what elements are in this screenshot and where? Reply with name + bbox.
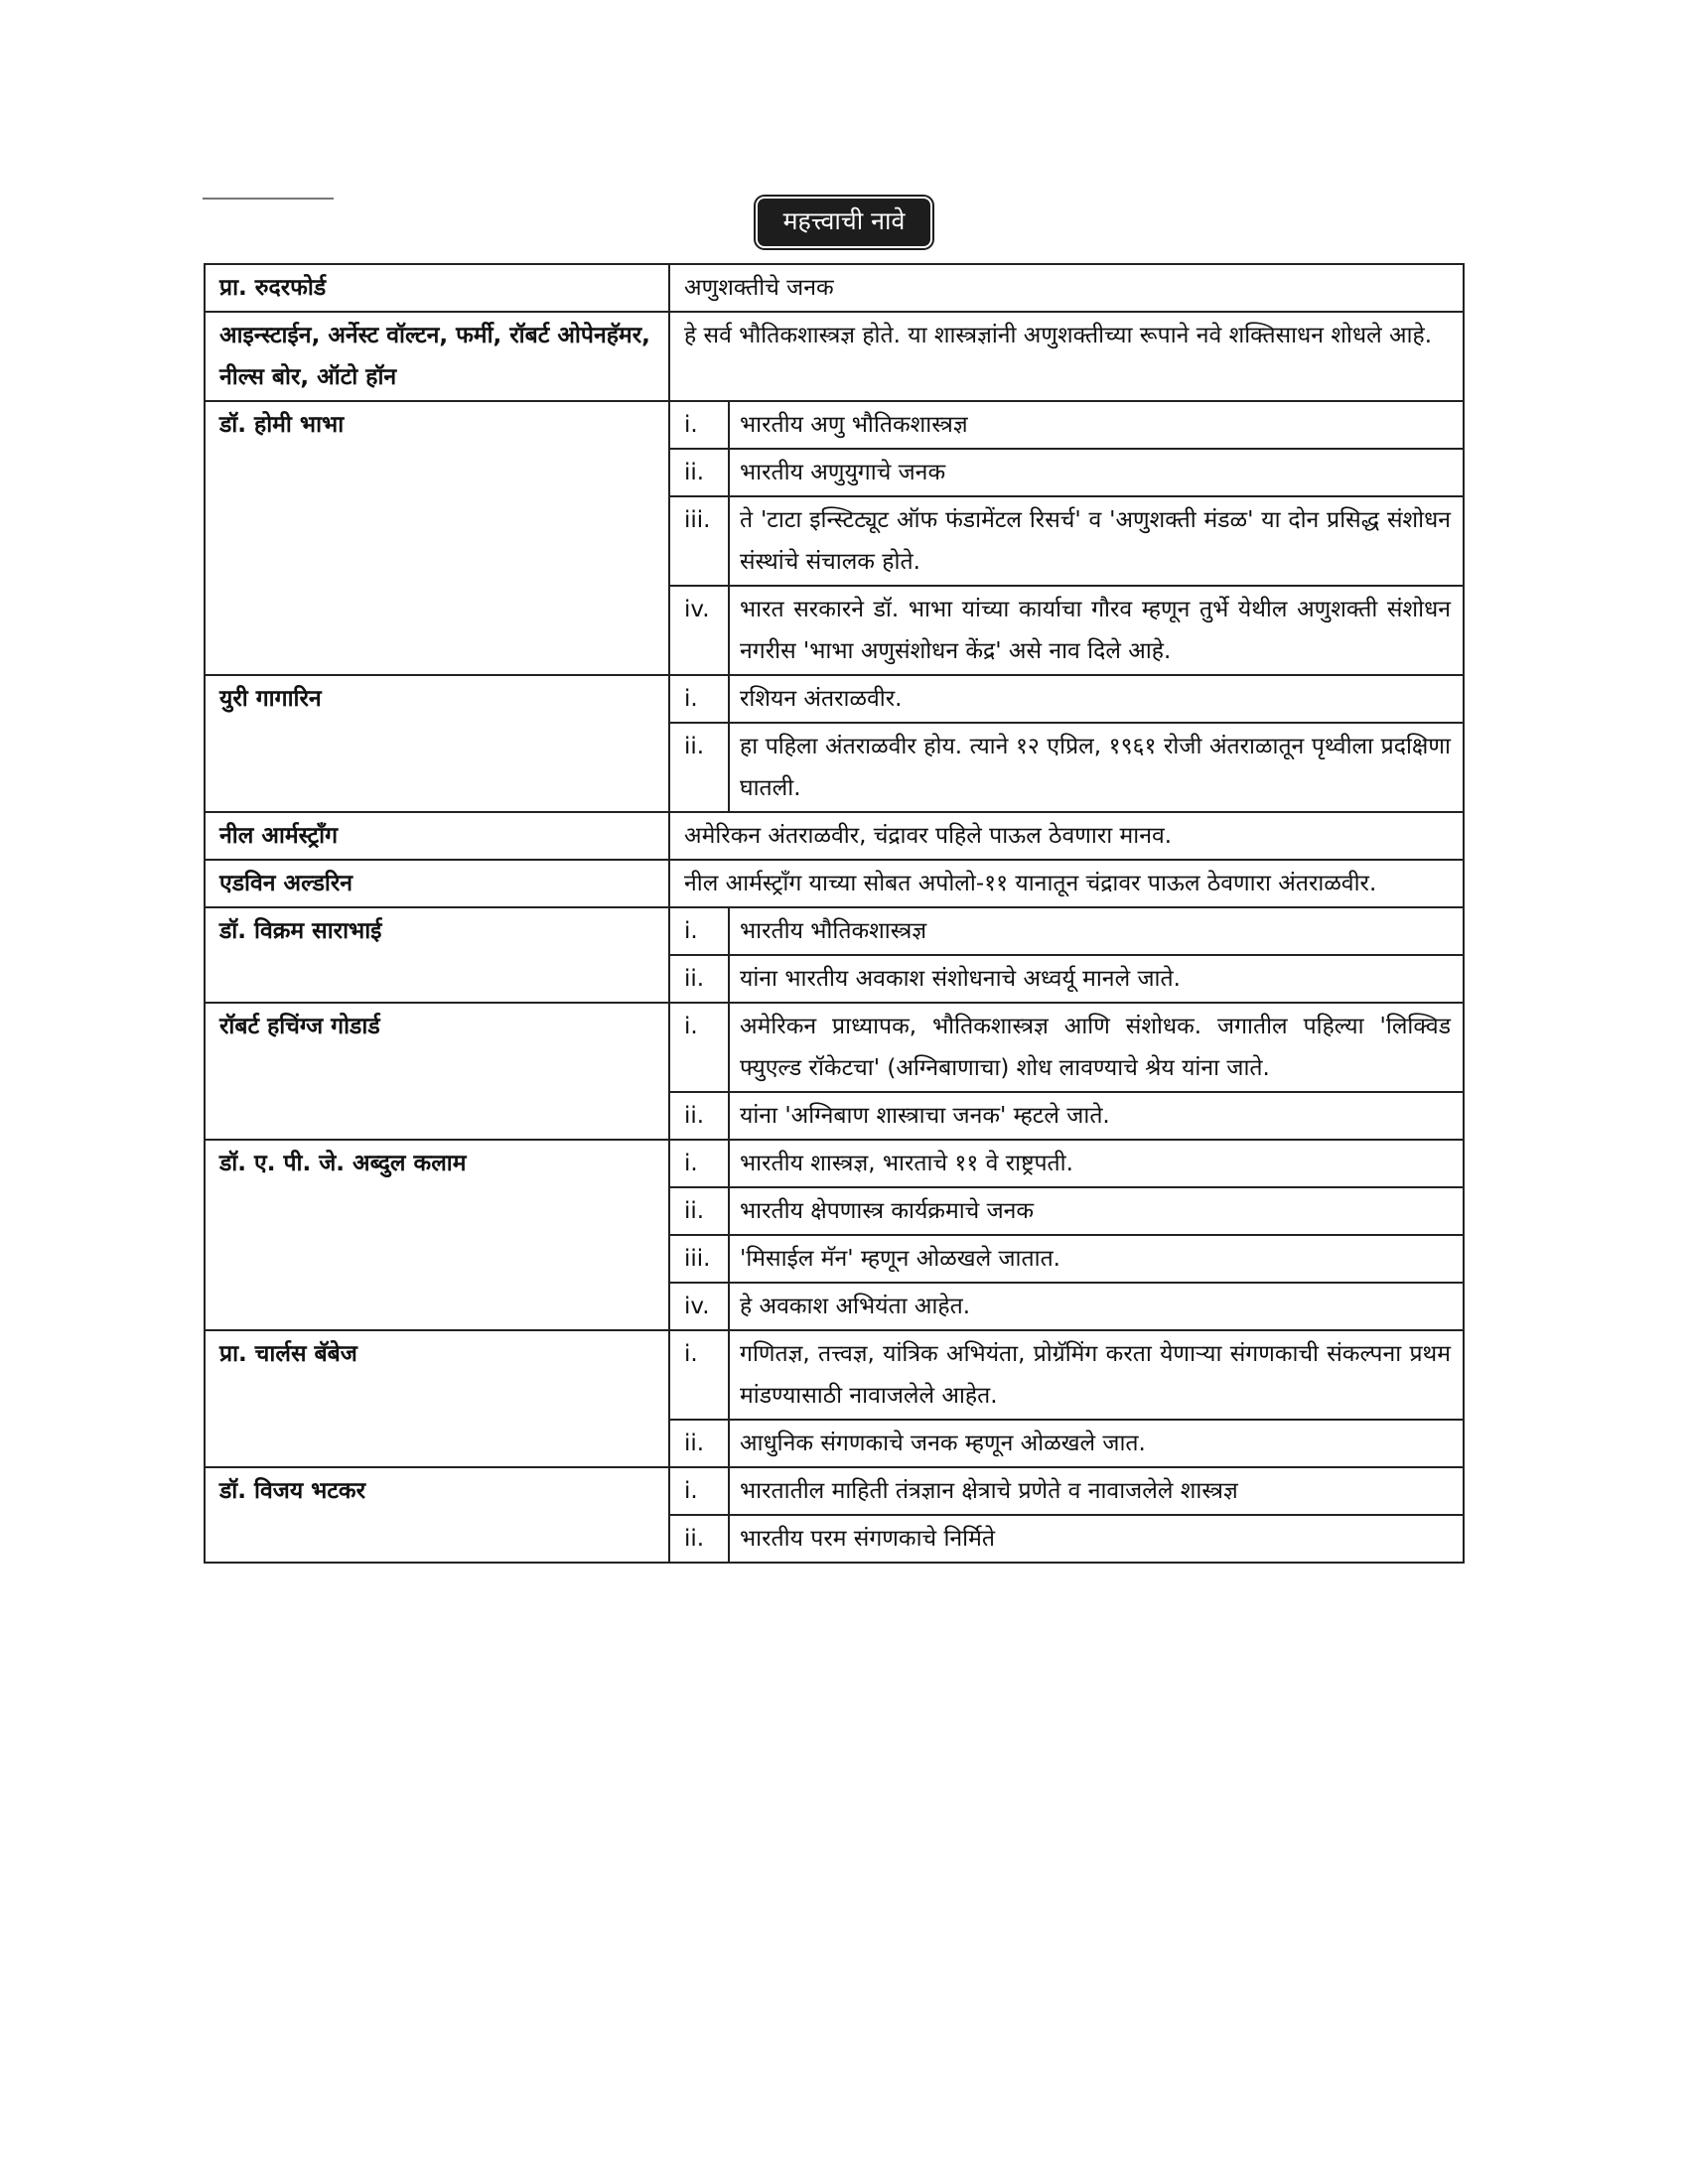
item-text: भारतीय शास्त्रज्ञ, भारताचे ११ वे राष्ट्रपती.	[729, 1141, 1463, 1187]
table-row	[205, 312, 1464, 401]
item-number: i.	[670, 402, 729, 449]
list-item	[670, 586, 1463, 674]
item-number: i.	[670, 1468, 729, 1515]
names-table-body	[205, 264, 1464, 1563]
description-cell	[669, 675, 1464, 812]
table-row	[205, 812, 1464, 860]
description-cell	[669, 401, 1464, 675]
list-item	[670, 1092, 1463, 1139]
item-number: iv.	[670, 1283, 729, 1329]
description-text: अणुशक्तीचे जनक	[669, 264, 1464, 312]
list-item	[670, 1235, 1463, 1283]
points-list	[670, 1141, 1463, 1329]
list-item	[670, 1331, 1463, 1420]
names-table	[204, 263, 1465, 1564]
table-row	[205, 264, 1464, 312]
points-list	[670, 1004, 1463, 1139]
description-cell	[669, 1003, 1464, 1140]
item-number: i.	[670, 1004, 729, 1092]
item-text: 'मिसाईल मॅन' म्हणून ओळखले जातात.	[729, 1235, 1463, 1283]
item-text: ते 'टाटा इन्स्टिट्यूट ऑफ फंडामेंटल रिसर्च' व 'अणुशक्ती मंडळ' या दोन प्रसिद्ध संशोधन संस्थांचे संचालक होते.	[729, 496, 1463, 586]
list-item	[670, 676, 1463, 723]
points-list	[670, 1468, 1463, 1562]
item-number: i.	[670, 1331, 729, 1420]
person-name: डॉ. होमी भाभा	[205, 401, 669, 675]
item-text: रशियन अंतराळवीर.	[729, 676, 1463, 723]
table-row	[205, 401, 1464, 675]
item-number: iii.	[670, 1235, 729, 1283]
table-row	[205, 1330, 1464, 1467]
item-text: यांना भारतीय अवकाश संशोधनाचे अध्वर्यू मानले जाते.	[740, 966, 1181, 992]
item-text: भारतातील माहिती तंत्रज्ञान क्षेत्राचे प्रणेते व नावाजलेले शास्त्रज्ञ	[729, 1468, 1463, 1515]
item-text: भारतीय अणु भौतिकशास्त्रज्ञ	[729, 402, 1463, 449]
list-item	[670, 1468, 1463, 1515]
list-item	[670, 955, 1463, 1002]
points-list	[670, 402, 1463, 674]
item-text: हे अवकाश अभियंता आहेत.	[740, 1294, 971, 1319]
item-text: यांना 'अग्निबाण शास्त्राचा जनक' म्हटले जाते.	[740, 1103, 1110, 1129]
person-name: आइन्स्टाईन, अर्नेस्ट वॉल्टन, फर्मी, रॉबर्ट ओपेनहॅमर, नील्स बोर, ऑटो हॉन	[205, 312, 669, 401]
description-cell	[669, 1140, 1464, 1330]
list-item	[670, 1141, 1463, 1187]
item-number: i.	[670, 676, 729, 723]
item-number: ii.	[670, 1420, 729, 1466]
person-name: डॉ. विक्रम साराभाई	[205, 907, 669, 1003]
page-title: महत्त्वाची नावे	[760, 201, 929, 244]
table-row	[205, 675, 1464, 812]
item-number: ii.	[670, 449, 729, 496]
list-item	[670, 1004, 1463, 1092]
item-text: भारत सरकारने डॉ. भाभा यांच्या कार्याचा गौरव म्हणून तुर्भे येथील अणुशक्ती संशोधन नगरीस 'भाभा अणुसंशोधन केंद्र' असे नाव दिले आहे.	[740, 597, 1451, 664]
table-row	[205, 860, 1464, 907]
item-text: भारतीय परम संगणकाचे निर्मिते	[740, 1526, 995, 1552]
person-name: प्रा. रुदरफोर्ड	[205, 264, 669, 312]
item-number: iv.	[670, 586, 729, 674]
list-item	[670, 1283, 1463, 1329]
item-number: ii.	[670, 1092, 729, 1139]
table-row	[205, 1140, 1464, 1330]
item-number: i.	[670, 908, 729, 955]
list-item	[670, 1515, 1463, 1562]
title-wrapper	[0, 201, 1688, 244]
person-name: एडविन अल्डरिन	[205, 860, 669, 907]
item-number: ii.	[670, 1187, 729, 1235]
description-text: अमेरिकन अंतराळवीर, चंद्रावर पहिले पाऊल ठेवणारा मानव.	[669, 812, 1464, 860]
item-number: ii.	[670, 955, 729, 1002]
description-cell	[669, 907, 1464, 1003]
table-row	[205, 1467, 1464, 1563]
list-item	[670, 1420, 1463, 1466]
item-text: भारतीय अणुयुगाचे जनक	[729, 449, 1463, 496]
person-name: रॉबर्ट हचिंग्ज गोडार्ड	[205, 1003, 669, 1140]
item-text: अमेरिकन प्राध्यापक, भौतिकशास्त्रज्ञ आणि संशोधक. जगातील पहिल्या 'लिक्विड फ्युएल्ड रॉकेटचा' (अग्निबाणाचा) शोध लावण्याचे श्रेय यांना जाते.	[729, 1004, 1463, 1092]
list-item	[670, 1187, 1463, 1235]
item-number: i.	[670, 1141, 729, 1187]
top-rule	[203, 198, 334, 200]
points-list	[670, 676, 1463, 811]
list-item	[670, 908, 1463, 955]
table-row	[205, 1003, 1464, 1140]
item-text: आधुनिक संगणकाचे जनक म्हणून ओळखले जात.	[740, 1431, 1146, 1456]
description-cell	[669, 1330, 1464, 1467]
list-item	[670, 449, 1463, 496]
description-text: नील आर्मस्ट्राँग याच्या सोबत अपोलो-११ यानातून चंद्रावर पाऊल ठेवणारा अंतराळवीर.	[669, 860, 1464, 907]
person-name: युरी गागारिन	[205, 675, 669, 812]
description-cell	[669, 1467, 1464, 1563]
points-list	[670, 1331, 1463, 1466]
item-number: iii.	[670, 496, 729, 586]
list-item	[670, 496, 1463, 586]
person-name: नील आर्मस्ट्राँग	[205, 812, 669, 860]
item-number: ii.	[670, 1515, 729, 1562]
description-text: हे सर्व भौतिकशास्त्रज्ञ होते. या शास्त्रज्ञांनी अणुशक्तीच्या रूपाने नवे शक्तिसाधन शोधले आहे.	[669, 312, 1464, 401]
item-text: भारतीय क्षेपणास्त्र कार्यक्रमाचे जनक	[729, 1187, 1463, 1235]
list-item	[670, 402, 1463, 449]
item-number: ii.	[670, 723, 729, 811]
item-text: भारतीय भौतिकशास्त्रज्ञ	[729, 908, 1463, 955]
person-name: डॉ. विजय भटकर	[205, 1467, 669, 1563]
points-list	[670, 908, 1463, 1002]
list-item	[670, 723, 1463, 811]
item-text: गणितज्ञ, तत्त्वज्ञ, यांत्रिक अभियंता, प्रोग्रॅमिंग करता येणाऱ्या संगणकाची संकल्पना प्रथम मांडण्यासाठी नावाजलेले आहेत.	[729, 1331, 1463, 1420]
item-text: हा पहिला अंतराळवीर होय. त्याने १२ एप्रिल, १९६१ रोजी अंतराळातून पृथ्वीला प्रदक्षिणा घातली.	[740, 734, 1451, 801]
person-name: डॉ. ए. पी. जे. अब्दुल कलाम	[205, 1140, 669, 1330]
table-row	[205, 907, 1464, 1003]
person-name: प्रा. चार्लस बॅबेज	[205, 1330, 669, 1467]
